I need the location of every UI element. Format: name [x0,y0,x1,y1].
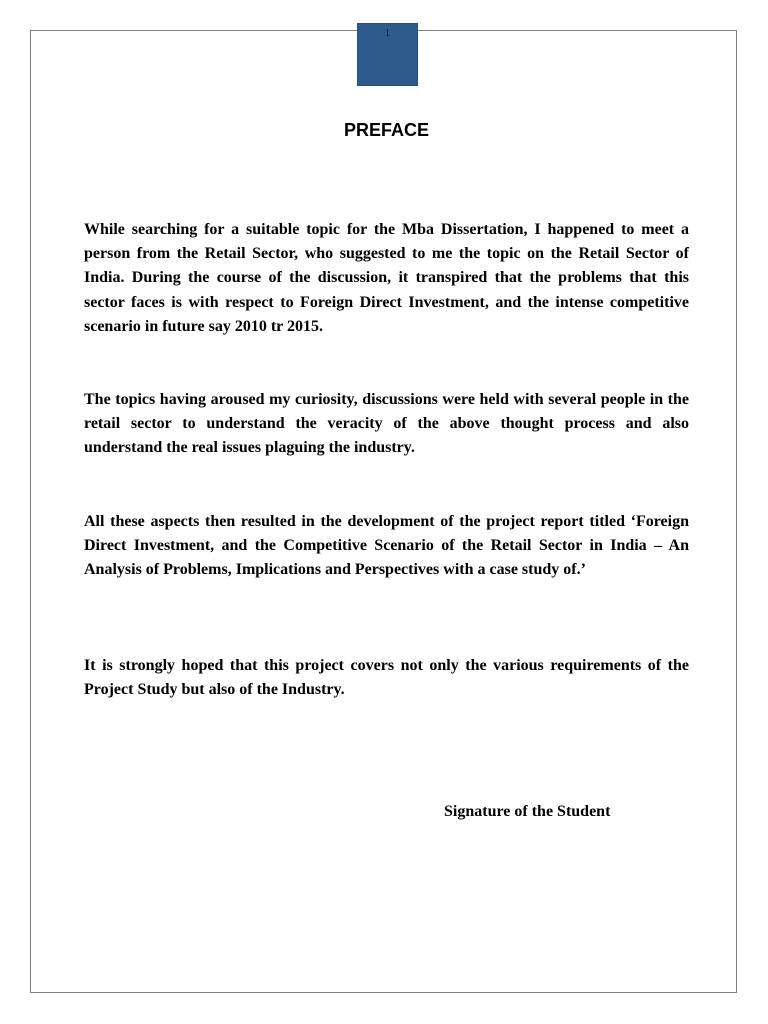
page-title: PREFACE [343,120,430,140]
preface-paragraph-1: While searching for a suitable topic for the Mba Dissertation, I happened to meet a person from the Retail Sector, who suggested to me the topic on the Retail Sector of India. During the course of the discussion, it transpired that the problems that this sector faces is with respect to Foreign Direct Investment, and the intense competitive scenario in future say 2010 tr 2015. [84,221,689,335]
signature-line: Signature of the Student [444,803,611,820]
preface-paragraph-2: The topics having aroused my curiosity, discussions were held with several people in the retail sector to understand the veracity of the above thought process and also understand the real issues plaguing the industry. [84,391,689,457]
preface-paragraph-3: All these aspects then resulted in the development of the project report titled ‘Foreign Direct Investment, and the Competitive Scenario of the Retail Sector in India – An Analysis of Problems, Implications and Perspectives with a case study of.’ [84,513,689,579]
page-number: 1 [384,27,391,39]
preface-paragraph-4: It is strongly hoped that this project covers not only the various requirements of the Project Study but also of the Industry. [84,657,689,699]
